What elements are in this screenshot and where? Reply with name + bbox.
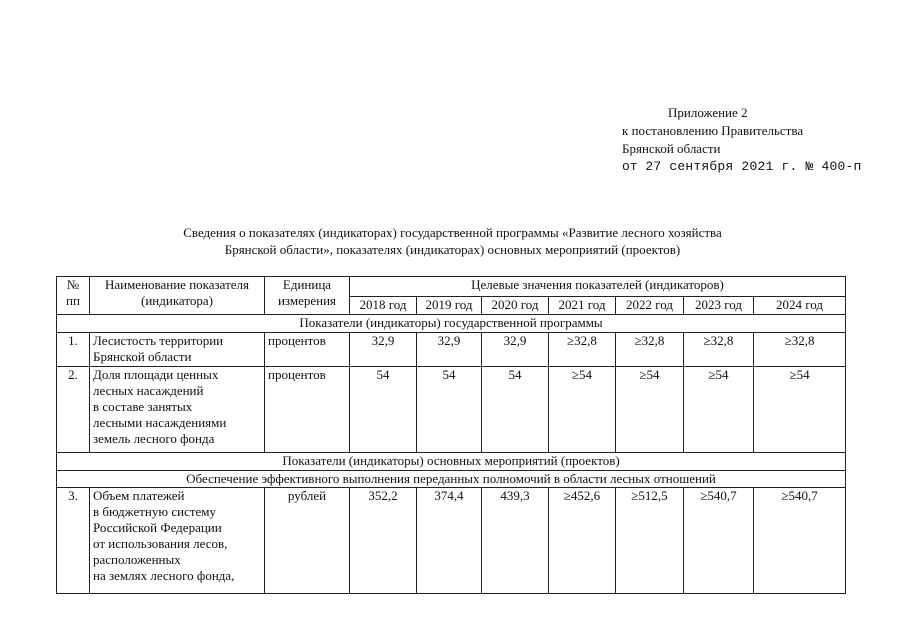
target-value: 54: [417, 367, 482, 453]
indicator-unit: рублей: [265, 488, 350, 594]
indicator-name: Объем платежей в бюджетную систему Российской Федерации от использования лесов, расположенных на землях лесного фонда,: [90, 488, 265, 594]
indicator-unit: процентов: [265, 333, 350, 367]
target-value: 32,9: [417, 333, 482, 367]
title-line-2: Брянской области», показателях (индикаторах) основных мероприятий (проектов): [224, 242, 681, 257]
col-header-unit: Единица измерения: [265, 277, 350, 315]
target-value: ≥54: [684, 367, 754, 453]
target-value: 32,9: [482, 333, 549, 367]
target-value: 439,3: [482, 488, 549, 594]
target-value: ≥540,7: [754, 488, 846, 594]
approval-header: [622, 104, 861, 176]
indicator-unit: процентов: [265, 367, 350, 453]
indicator-name: Лесистость территории Брянской области: [90, 333, 265, 367]
col-header-name: Наименование показателя (индикатора): [90, 277, 265, 315]
table-row: [57, 367, 846, 453]
year-header: 2020 год: [482, 297, 549, 315]
target-value: ≥32,8: [549, 333, 616, 367]
appendix-label: Приложение 2: [668, 105, 748, 120]
col-header-targets: Целевые значения показателей (индикаторов): [350, 277, 846, 297]
target-value: ≥452,6: [549, 488, 616, 594]
target-value: ≥54: [754, 367, 846, 453]
year-header: 2018 год: [350, 297, 417, 315]
col-header-num: № пп: [57, 277, 90, 315]
indicator-name: Доля площади ценных лесных насаждений в составе занятых лесными насаждениями земель лесного фонда: [90, 367, 265, 453]
date-line: [622, 158, 861, 176]
year-header: 2024 год: [754, 297, 846, 315]
target-value: 374,4: [417, 488, 482, 594]
target-value: ≥540,7: [684, 488, 754, 594]
section-header: Показатели (индикаторы) государственной программы: [57, 315, 846, 333]
date-prefix: от: [622, 159, 638, 174]
resolution-label: к постановлению Правительства: [622, 123, 804, 138]
row-number: 2.: [57, 367, 90, 453]
target-value: ≥32,8: [616, 333, 684, 367]
target-value: ≥32,8: [684, 333, 754, 367]
date-number-stamp: 27 сентября 2021 г. № 400-п: [645, 159, 862, 174]
table-row: [57, 333, 846, 367]
table-row: [57, 488, 846, 594]
target-value: 54: [350, 367, 417, 453]
year-header: 2022 год: [616, 297, 684, 315]
target-value: ≥54: [549, 367, 616, 453]
region-label: Брянской области: [622, 141, 721, 156]
target-value: ≥32,8: [754, 333, 846, 367]
year-header: 2021 год: [549, 297, 616, 315]
target-value: ≥512,5: [616, 488, 684, 594]
row-number: 1.: [57, 333, 90, 367]
subsection-header: Обеспечение эффективного выполнения переданных полномочий в области лесных отношений: [57, 471, 846, 488]
indicators-table: [56, 276, 846, 594]
target-value: ≥54: [616, 367, 684, 453]
title-line-1: Сведения о показателях (индикаторах) государственной программы «Развитие лесного хозяйства: [183, 225, 722, 240]
target-value: 32,9: [350, 333, 417, 367]
target-value: 352,2: [350, 488, 417, 594]
row-number: 3.: [57, 488, 90, 594]
document-title: [0, 224, 905, 258]
year-header: 2019 год: [417, 297, 482, 315]
target-value: 54: [482, 367, 549, 453]
section-header: Показатели (индикаторы) основных мероприятий (проектов): [57, 453, 846, 471]
year-header: 2023 год: [684, 297, 754, 315]
